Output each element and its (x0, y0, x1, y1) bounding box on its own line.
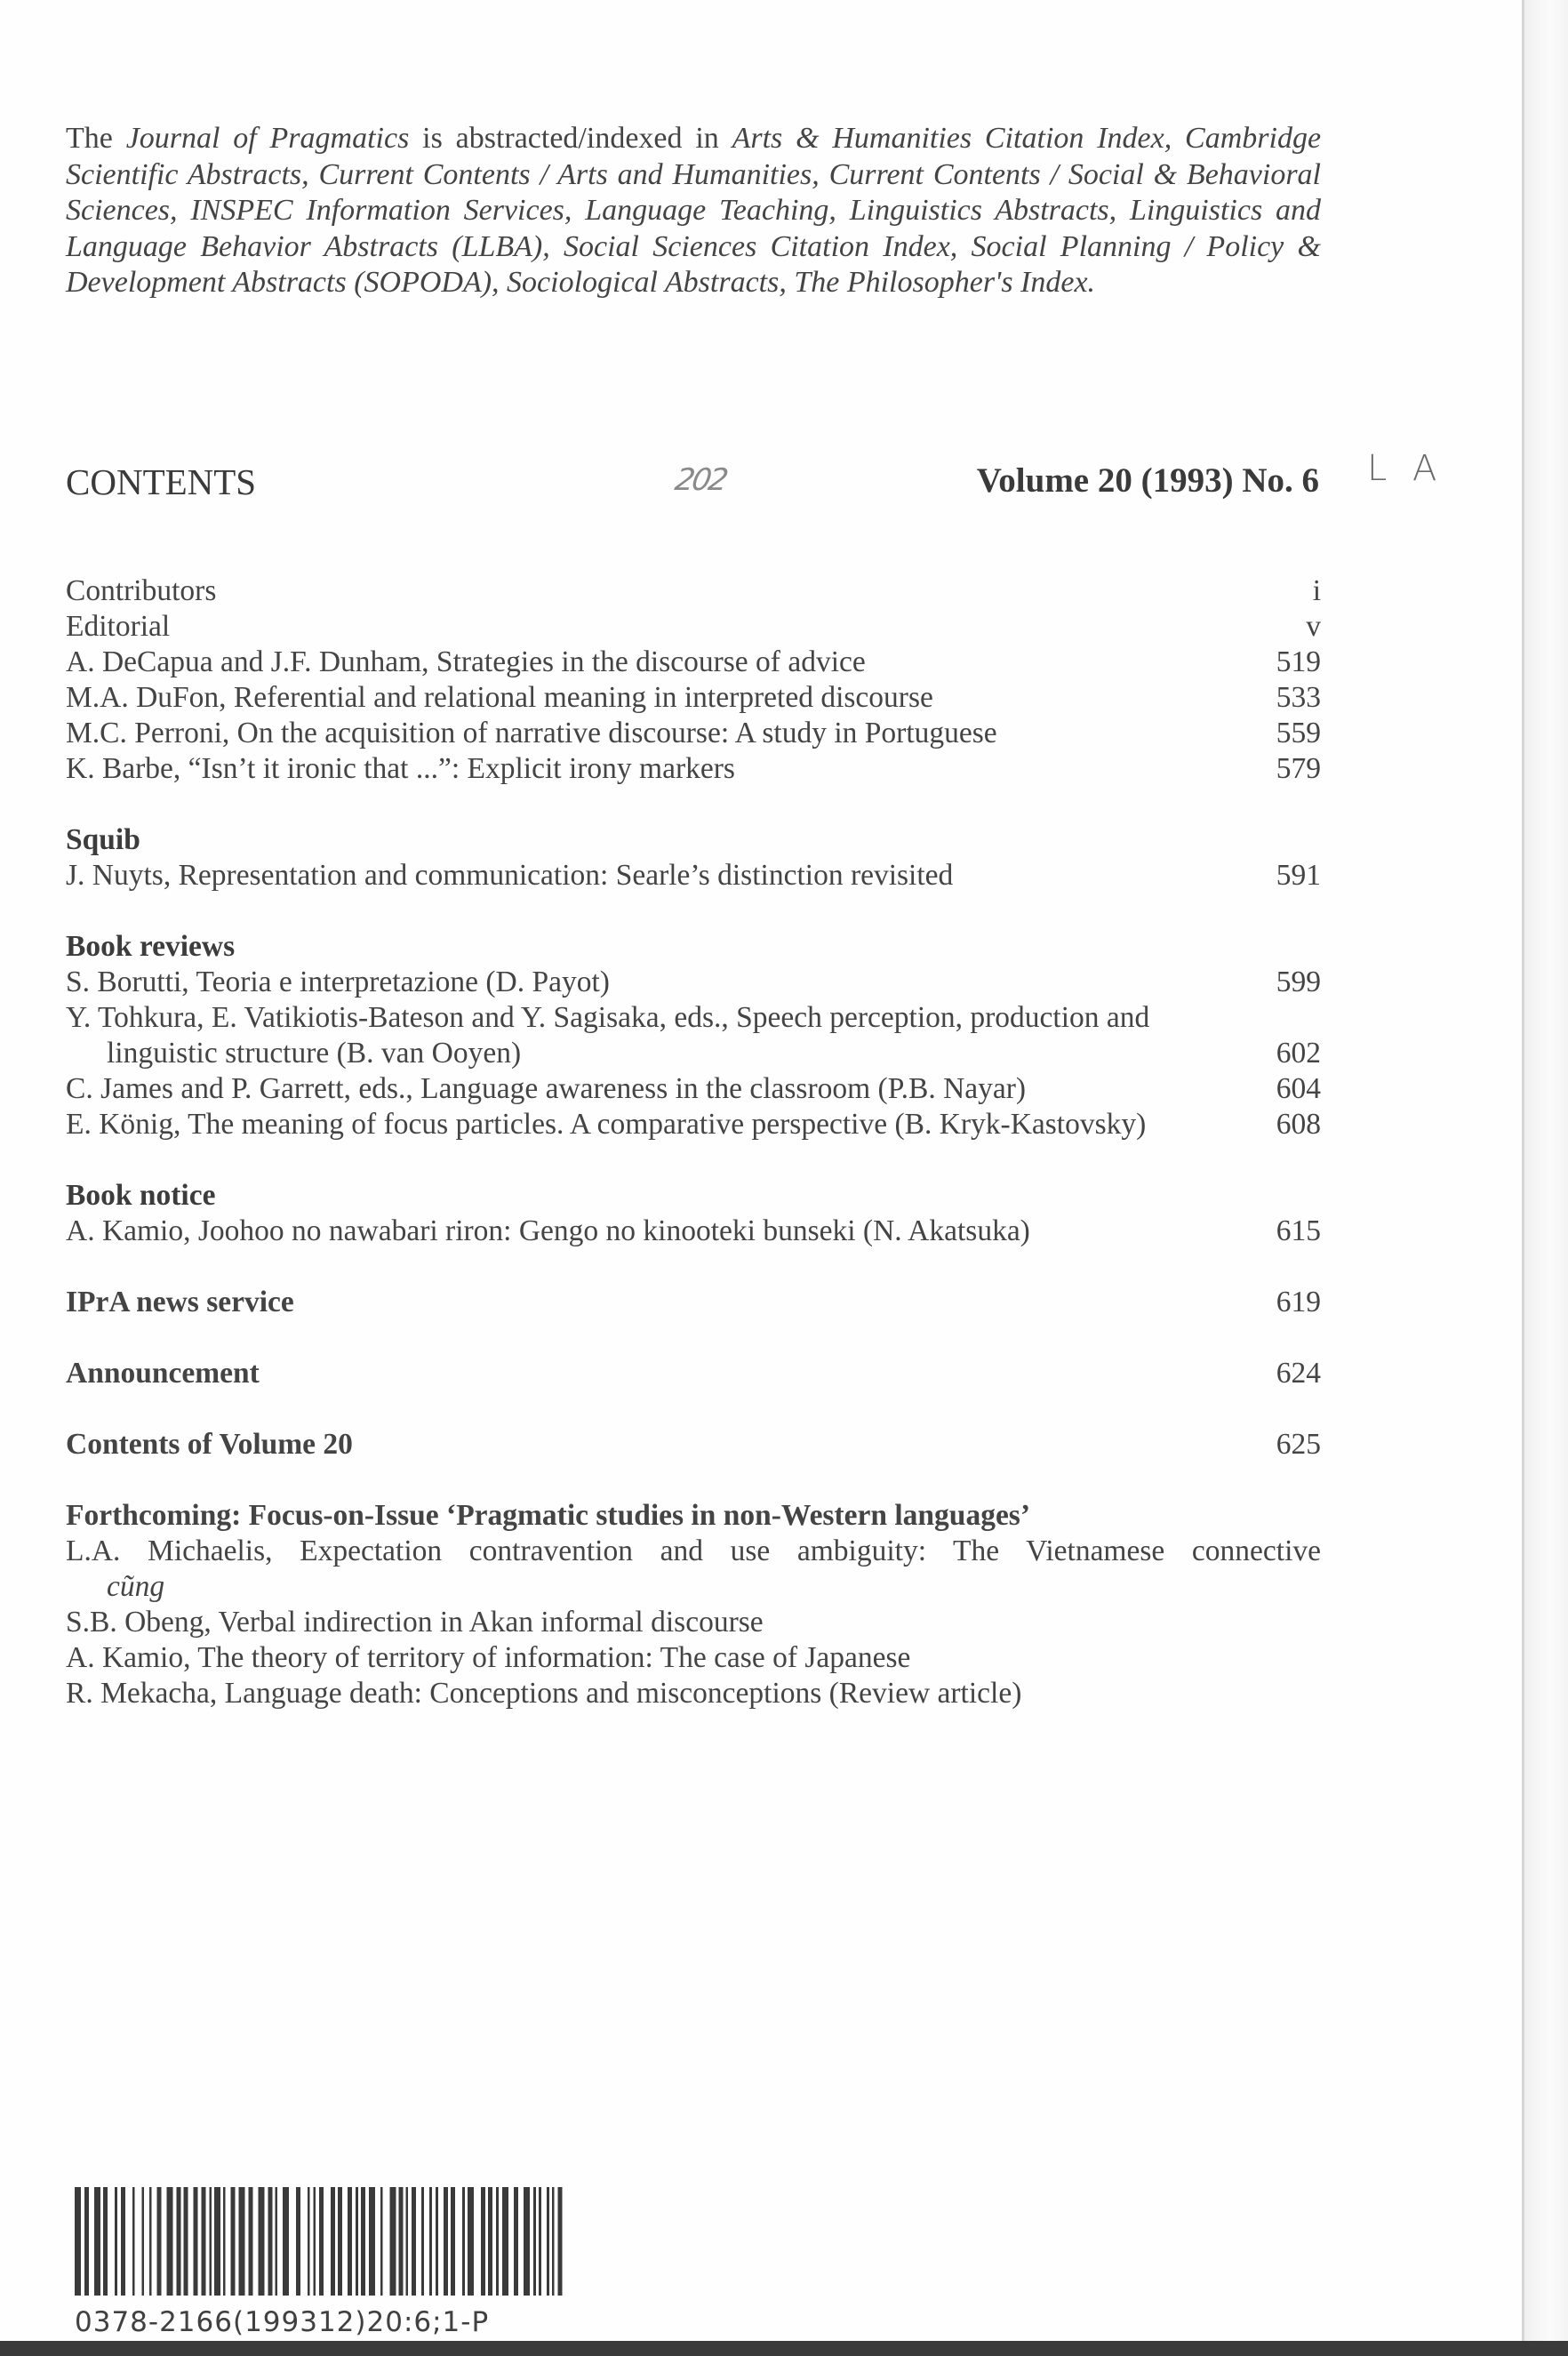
forthcoming-item[interactable]: A. Kamio, The theory of territory of information: The case of Japanese (66, 1641, 911, 1674)
barcode-bar (547, 2187, 549, 2296)
toc-entry[interactable] (66, 1000, 1321, 1071)
barcode-bar (412, 2187, 416, 2296)
indexing-statement (66, 121, 1321, 301)
toc-entry[interactable] (66, 1214, 1321, 1249)
barcode-bar (84, 2187, 89, 2296)
toc-entry-title: M.C. Perroni, On the acquisition of narrative discourse: A study in Portuguese (66, 717, 997, 749)
barcode-bar (184, 2187, 188, 2296)
barcode-bar (481, 2187, 485, 2296)
toc-entry[interactable] (66, 1107, 1321, 1142)
toc-entry-title: Announcement (66, 1357, 260, 1390)
section-spacer (66, 894, 1321, 929)
barcode-bar (451, 2187, 455, 2296)
barcode-bar (75, 2187, 81, 2296)
toc-entry-page: 608 (1276, 1108, 1321, 1141)
toc-entry-page: 579 (1276, 752, 1321, 785)
barcode-bar (514, 2187, 518, 2296)
toc-entry-title: Y. Tohkura, E. Vatikiotis-Bateson and Y. Sagisaka, eds., Speech perception, production and linguistic structure (B. van Ooyen) (66, 1001, 1150, 1070)
toc-entry-title: A. DeCapua and J.F. Dunham, Strategies in the discourse of advice (66, 645, 866, 678)
contents-heading: CONTENTS (66, 461, 257, 502)
barcode-bar (283, 2187, 289, 2296)
barcode (75, 2187, 564, 2296)
barcode-bar (214, 2187, 220, 2296)
toc-entry-title: S. Borutti, Teoria e interpretazione (D. Payot) (66, 966, 610, 998)
toc-entry-page: 619 (1276, 1286, 1321, 1318)
toc-entry-page: 615 (1276, 1214, 1321, 1247)
handwritten-number: 202 (672, 462, 729, 498)
barcode-bar (167, 2187, 173, 2296)
section-spacer (66, 1320, 1321, 1356)
section-heading-forthcoming: Forthcoming: Focus-on-Issue ‘Pragmatic studies in non-Western languages’ (66, 1499, 1031, 1532)
barcode-bar (132, 2187, 135, 2296)
barcode-bar (421, 2187, 424, 2296)
toc-entry-title: E. König, The meaning of focus particles. A comparative perspective (B. Kryk-Kastovsky) (66, 1108, 1147, 1141)
toc-entry[interactable] (66, 965, 1321, 1000)
barcode-bar (94, 2187, 100, 2296)
section-heading-book-notice: Book notice (66, 1179, 216, 1212)
toc-entry[interactable] (66, 680, 1321, 716)
barcode-bar (533, 2187, 536, 2296)
barcode-bar (369, 2187, 375, 2296)
section-spacer (66, 1142, 1321, 1178)
barcode-bar (249, 2187, 253, 2296)
barcode-bar (259, 2187, 265, 2296)
table-of-contents (66, 573, 1321, 1711)
section-spacer (66, 1391, 1321, 1427)
barcode-bar (488, 2187, 492, 2296)
page-spine-shadow (1524, 0, 1568, 2341)
toc-entry-page: 519 (1276, 645, 1321, 678)
toc-entry-page: i (1312, 574, 1321, 607)
toc-entry-title: C. James and P. Garrett, eds., Language awareness in the classroom (P.B. Nayar) (66, 1072, 1027, 1105)
barcode-bar (539, 2187, 541, 2296)
scan-bottom-edge (0, 2341, 1568, 2356)
toc-entry-announcement[interactable] (66, 1356, 1321, 1391)
barcode-bar (202, 2187, 206, 2296)
toc-entry-title: Contributors (66, 574, 217, 607)
barcode-bar (552, 2187, 555, 2296)
barcode-bar (356, 2187, 358, 2296)
toc-entry-title: Contents of Volume 20 (66, 1428, 353, 1461)
barcode-bar (468, 2187, 474, 2296)
barcode-bar (524, 2187, 530, 2296)
barcode-bar (496, 2187, 499, 2296)
intro-segment: The (66, 122, 126, 155)
toc-entry-contents-volume[interactable] (66, 1427, 1321, 1462)
forthcoming-item[interactable]: S.B. Obeng, Verbal indirection in Akan informal discourse (66, 1606, 764, 1639)
toc-entry[interactable] (66, 1071, 1321, 1107)
barcode-bar (390, 2187, 396, 2296)
barcode-bar (231, 2187, 236, 2296)
toc-entry-title: A. Kamio, Joohoo no nawabari riron: Gengo no kinooteki bunseki (N. Akatsuka) (66, 1214, 1030, 1247)
barcode-bar (361, 2187, 365, 2296)
barcode-bar (142, 2187, 145, 2296)
barcode-bar (462, 2187, 465, 2296)
toc-entry-title: M.A. DuFon, Referential and relational meaning in interpreted discourse (66, 681, 933, 714)
barcode-bar (121, 2187, 125, 2296)
barcode-bar (223, 2187, 226, 2296)
barcode-bar (429, 2187, 432, 2296)
barcode-bar (239, 2187, 245, 2296)
barcode-bar (331, 2187, 335, 2296)
barcode-bar (406, 2187, 409, 2296)
barcode-bar (210, 2187, 212, 2296)
toc-entry[interactable] (66, 645, 1321, 680)
barcode-bar (177, 2187, 181, 2296)
section-heading-squib: Squib (66, 823, 140, 856)
section-heading-book-reviews: Book reviews (66, 930, 236, 963)
barcode-bar (296, 2187, 300, 2296)
barcode-bar (380, 2187, 383, 2296)
toc-entry[interactable] (66, 573, 1321, 609)
barcode-bar (338, 2187, 342, 2296)
section-spacer (66, 787, 1321, 822)
barcode-bar (444, 2187, 448, 2296)
intro-segment: is abstracted/indexed in (409, 122, 732, 155)
toc-entry[interactable] (66, 609, 1321, 645)
toc-entry-page: 625 (1276, 1428, 1321, 1461)
barcode-bar (149, 2187, 152, 2296)
forthcoming-item[interactable]: R. Mekacha, Language death: Conceptions and misconceptions (Review article) (66, 1677, 1022, 1710)
barcode-bar (348, 2187, 352, 2296)
toc-entry-page: 604 (1276, 1072, 1321, 1105)
volume-issue-label: Volume 20 (1993) No. 6 (976, 461, 1319, 500)
barcode-bar (103, 2187, 108, 2296)
index-list: Arts & Humanities Citation Index, Cambridge Scientific Abstracts, Current Contents / Arts and Humanities, Current Contents / Social & Behavioral Sciences, INSPEC Information Services, Language Teaching, Linguistics Abstracts, Linguistics and Language Behavior Abstracts (LLBA), Social Sciences Citation Index, Social Planning / Policy & Development Abstracts (SOPODA), Sociological Abstracts, The Philosopher's Index. (66, 122, 1322, 299)
toc-entry-page: v (1306, 610, 1321, 643)
barcode-bar (399, 2187, 404, 2296)
barcode-bar (157, 2187, 162, 2296)
barcode-bar (436, 2187, 438, 2296)
forthcoming-item-title: L.A. Michaelis, Expectation contravention and use ambiguity: The Vietnamese connective (66, 1535, 1321, 1567)
forthcoming-item[interactable] (66, 1534, 1321, 1569)
barcode-bar (558, 2187, 563, 2296)
toc-entry-page: 533 (1276, 681, 1321, 714)
toc-entry-page: 602 (1276, 1037, 1321, 1070)
toc-entry-title: K. Barbe, “Isn’t it ironic that ...”: Explicit irony markers (66, 752, 735, 785)
toc-entry-ipra[interactable] (66, 1285, 1321, 1320)
barcode-bar (314, 2187, 316, 2296)
toc-entry-page: 624 (1276, 1357, 1321, 1390)
journal-name: Journal of Pragmatics (125, 122, 410, 155)
barcode-bar (319, 2187, 324, 2296)
barcode-number: 0378-2166(199312)20:6;1-P (75, 2306, 490, 2338)
section-spacer (66, 1462, 1321, 1498)
barcode-bar (308, 2187, 310, 2296)
toc-entry-title: Editorial (66, 610, 171, 643)
handwritten-initials: L A (1367, 448, 1444, 489)
toc-entry[interactable] (66, 751, 1321, 787)
toc-entry-page: 559 (1276, 717, 1321, 749)
barcode-bar (194, 2187, 198, 2296)
toc-entry-page: 591 (1276, 859, 1321, 892)
toc-entry-title: IPrA news service (66, 1286, 294, 1318)
barcode-bar (502, 2187, 508, 2296)
barcode-bar (115, 2187, 117, 2296)
toc-entry-title: J. Nuyts, Representation and communication: Searle’s distinction revisited (66, 859, 954, 892)
toc-entry-page: 599 (1276, 966, 1321, 998)
barcode-bar (276, 2187, 278, 2296)
barcode-bar (268, 2187, 273, 2296)
toc-entry[interactable] (66, 858, 1321, 894)
section-spacer (66, 1249, 1321, 1285)
forthcoming-item-continuation: cũng (107, 1570, 165, 1603)
toc-entry[interactable] (66, 716, 1321, 751)
